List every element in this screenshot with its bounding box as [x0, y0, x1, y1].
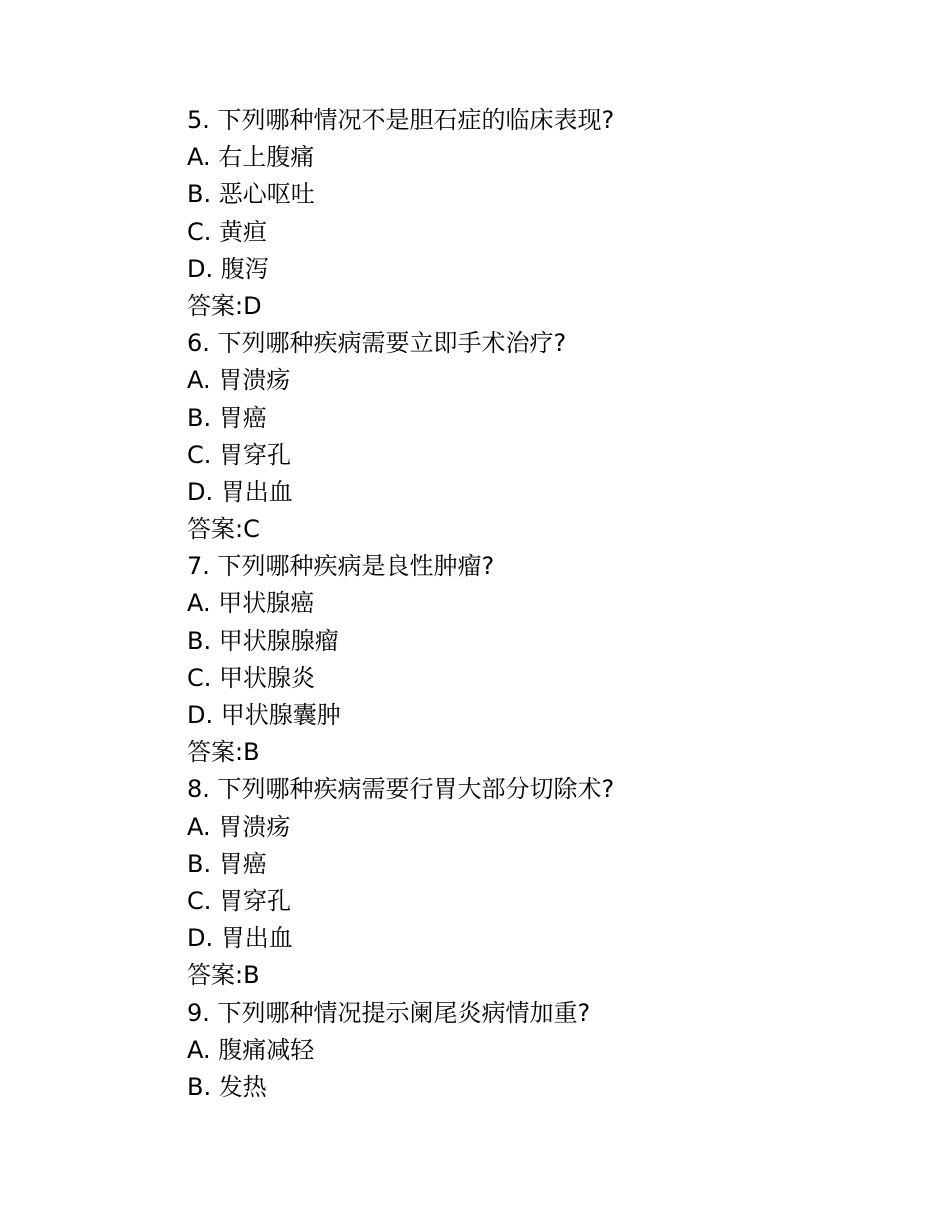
option-d: D. 腹泻: [187, 254, 269, 283]
option-d: D. 甲状腺囊肿: [187, 701, 341, 729]
option-c: C. 黄疸: [187, 217, 268, 246]
option-b: B. 甲状腺腺瘤: [187, 626, 339, 655]
question-stem: 9. 下列哪种情况提示阑尾炎病情加重?: [187, 998, 591, 1027]
option-a: A. 腹痛减轻: [187, 1035, 315, 1064]
option-b: B. 恶心呕吐: [187, 180, 315, 209]
option-d: D. 胃出血: [187, 924, 293, 953]
question-stem: 5. 下列哪种情况不是胆石症的临床表现?: [187, 106, 615, 134]
option-a: A. 右上腹痛: [187, 143, 315, 172]
option-b: B. 胃癌: [187, 403, 267, 432]
question-stem: 6. 下列哪种疾病需要立即手术治疗?: [187, 329, 567, 358]
answer: 答案:B: [187, 738, 260, 767]
answer: 答案:C: [187, 515, 260, 544]
question-list: [187, 102, 887, 1106]
option-d: D. 胃出血: [187, 477, 293, 506]
option-a: A. 甲状腺癌: [187, 589, 315, 618]
option-c: C. 胃穿孔: [187, 440, 292, 469]
option-c: C. 甲状腺炎: [187, 663, 316, 692]
question-stem: 8. 下列哪种疾病需要行胃大部分切除术?: [187, 775, 615, 804]
question-stem: 7. 下列哪种疾病是良性肿瘤?: [187, 552, 495, 581]
answer: 答案:B: [187, 961, 260, 990]
option-b: B. 胃癌: [187, 849, 267, 878]
option-a: A. 胃溃疡: [187, 812, 291, 841]
answer: 答案:D: [187, 291, 262, 320]
option-b: B. 发热: [187, 1072, 267, 1101]
option-c: C. 胃穿孔: [187, 886, 292, 915]
option-a: A. 胃溃疡: [187, 366, 291, 395]
